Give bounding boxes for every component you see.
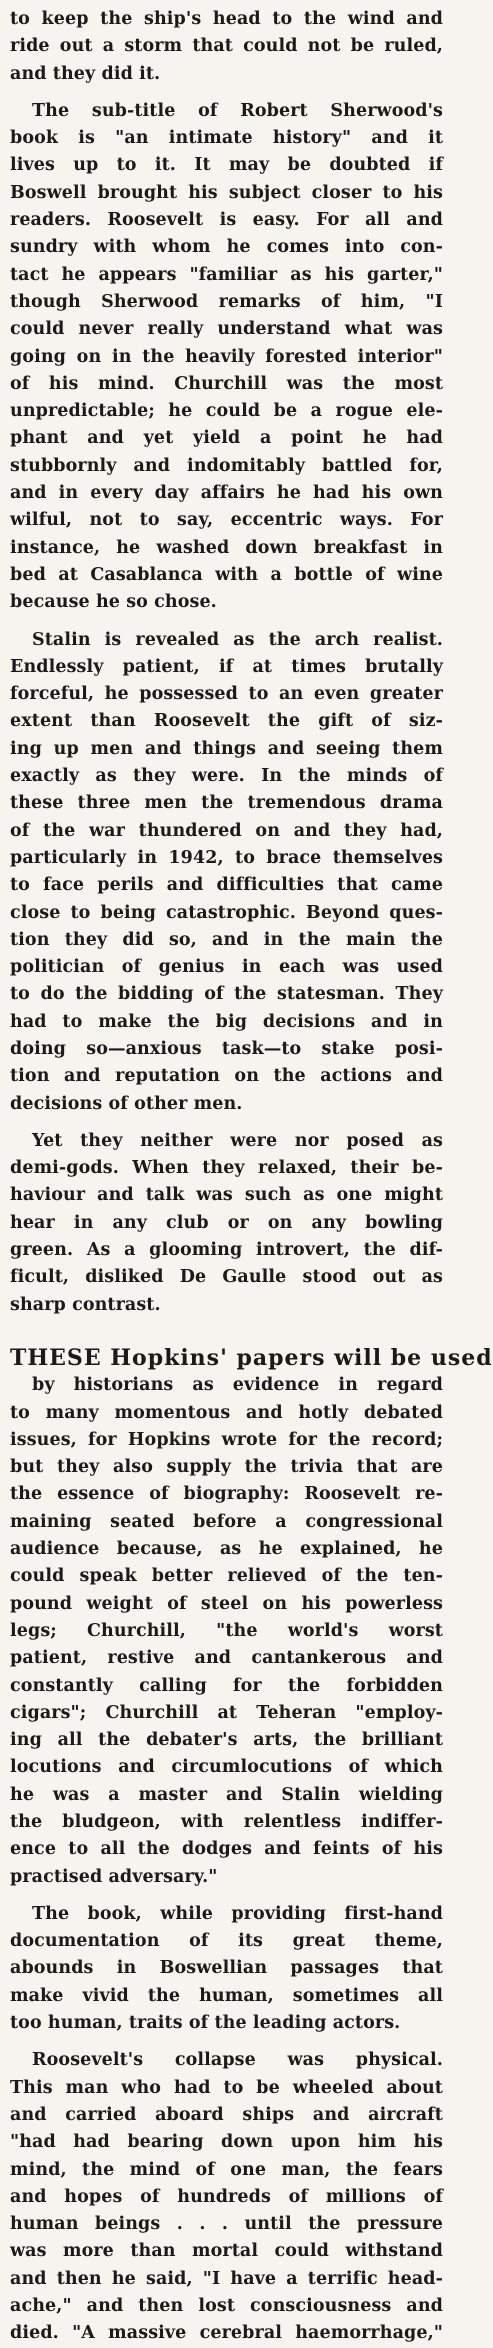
text-line: because he so chose. xyxy=(10,592,217,613)
text-line: locutions and circumlocutions of which xyxy=(10,1757,443,1778)
text-line: "had had bearing down upon him his xyxy=(10,2132,443,2153)
paragraph xyxy=(10,1128,443,1319)
text-line: ing all the debater's arts, the brilliant xyxy=(10,1730,443,1751)
text-line: constantly calling for the forbidden xyxy=(10,1675,443,1696)
text-line: died. "A massive cerebral haemorrhage," xyxy=(10,2323,443,2344)
text-line: green. As a glooming introvert, the dif- xyxy=(10,1240,443,1261)
text-line: tact he appears "familiar as his garter," xyxy=(10,264,443,285)
paragraph xyxy=(10,2047,443,2347)
text-line: legs; Churchill, "the world's worst xyxy=(10,1620,443,1641)
text-line: he was a master and Stalin wielding xyxy=(10,1784,443,1805)
text-line: Roosevelt's collapse was physical. xyxy=(32,2050,443,2071)
text-line: readers. Roosevelt is easy. For all and xyxy=(10,210,443,231)
text-line: ing up men and things and seeing them xyxy=(10,738,443,759)
text-line: tion they did so, and in the main the xyxy=(10,929,443,950)
text-line: and carried aboard ships and aircraft xyxy=(10,2104,443,2125)
text-line: sharp contrast. xyxy=(10,1294,161,1315)
text-line: doing so—anxious task—to stake posi- xyxy=(10,1038,443,1059)
text-line: exactly as they were. In the minds of xyxy=(10,766,443,787)
text-line: book is "an intimate history" and it xyxy=(10,128,443,149)
text-line: lives up to it. It may be doubted if xyxy=(10,155,443,176)
text-line: Stalin is revealed as the arch realist. xyxy=(32,629,443,650)
text-line: maining seated before a congressional xyxy=(10,1511,443,1532)
text-line: to face perils and difficulties that came xyxy=(10,875,443,896)
text-line: instance, he washed down breakfast in xyxy=(10,537,443,558)
text-line: Boswell brought his subject closer to his xyxy=(10,182,443,203)
paragraph xyxy=(10,1901,443,2037)
text-line: had to make the big decisions and in xyxy=(10,1011,443,1032)
text-line: stubbornly and indomitably battled for, xyxy=(10,455,443,476)
text-line: demi-gods. When they relaxed, their be- xyxy=(10,1158,443,1179)
text-line: haviour and talk was such as one might xyxy=(10,1185,443,1206)
text-line: and hopes of hundreds of millions of xyxy=(10,2186,443,2207)
text-line: too human, traits of the leading actors. xyxy=(10,2013,401,2034)
text-line: Endlessly patient, if at times brutally xyxy=(10,656,443,677)
text-line: could speak better relieved of the ten- xyxy=(10,1566,443,1587)
text-line: tion and reputation on the actions and xyxy=(10,1066,443,1087)
text-line: Yet they neither were nor posed as xyxy=(32,1130,443,1151)
text-line: human beings . . . until the pressure xyxy=(10,2214,443,2235)
text-line: was more than mortal could withstand xyxy=(10,2241,443,2262)
text-line: This man who had to be wheeled about xyxy=(10,2077,443,2098)
text-line: extent than Roosevelt the gift of siz- xyxy=(10,711,443,732)
text-line: cigars"; Churchill at Teheran "employ- xyxy=(10,1702,443,1723)
text-line: The book, while providing first-hand xyxy=(32,1903,443,1924)
text-line: documentation of its great theme, xyxy=(10,1931,443,1952)
text-line: close to being catastrophic. Beyond ques- xyxy=(10,902,443,923)
text-line: make vivid the human, sometimes all xyxy=(10,1985,443,2006)
text-line: politician of genius in each was used xyxy=(10,957,443,978)
text-line: the essence of biography: Roosevelt re- xyxy=(10,1484,443,1505)
text-line: issues, for Hopkins wrote for the record; xyxy=(10,1429,443,1450)
text-line: phant and yet yield a point he had xyxy=(10,428,443,449)
text-line: patient, restive and cantankerous and xyxy=(10,1648,443,1669)
text-line: to many momentous and hotly debated xyxy=(10,1402,443,1423)
text-line: forceful, he possessed to an even greater xyxy=(10,684,443,705)
text-line: ence to all the dodges and feints of his xyxy=(10,1839,443,1860)
paragraph xyxy=(10,6,443,88)
text-line: though Sherwood remarks of him, "I xyxy=(10,291,443,312)
paragraph xyxy=(10,1344,493,1891)
text-line: The sub-title of Robert Sherwood's xyxy=(32,100,443,121)
text-line: going on in the heavily forested interior" xyxy=(10,346,443,367)
text-line: ride out a storm that could not be ruled, xyxy=(10,36,443,57)
text-line: bed at Casablanca with a bottle of wine xyxy=(10,564,443,585)
text-line: and then he said, "I have a terrific head- xyxy=(10,2268,443,2289)
paragraph xyxy=(10,627,443,1118)
paragraph xyxy=(10,98,443,617)
text-line: these three men the tremendous drama xyxy=(10,793,443,814)
text-line: to keep the ship's head to the wind and xyxy=(10,9,443,29)
text-line: mind, the mind of one man, the fears xyxy=(10,2159,443,2180)
text-line: and in every day affairs he had his own xyxy=(10,483,443,504)
text-line: the bludgeon, with relentless indiffer- xyxy=(10,1812,443,1832)
text-line: by historians as evidence in regard xyxy=(32,1375,443,1396)
text-line: hear in any club or on any bowling xyxy=(10,1212,443,1233)
text-line: unpredictable; he could be a rogue ele- xyxy=(10,401,443,422)
text-line: abounds in Boswellian passages that xyxy=(10,1958,443,1979)
text-line: of his mind. Churchill was the most xyxy=(10,373,443,394)
text-line: particularly in 1942, to brace themselves xyxy=(10,847,443,868)
section-opening-line: THESE Hopkins' papers will be used xyxy=(10,1344,493,1371)
text-line: pound weight of steel on his powerless xyxy=(10,1593,443,1614)
text-line: ache," and then lost consciousness and xyxy=(10,2296,443,2317)
text-line: practised adversary." xyxy=(10,1866,218,1887)
text-line: to do the bidding of the statesman. They xyxy=(10,984,443,1005)
text-line: decisions of other men. xyxy=(10,1093,243,1114)
text-line: of the war thundered on and they had, xyxy=(10,820,443,841)
text-line: ficult, disliked De Gaulle stood out as xyxy=(10,1267,443,1288)
text-line: wilful, not to say, eccentric ways. For xyxy=(10,510,443,531)
text-line: could never really understand what was xyxy=(10,319,443,340)
text-line: audience because, as he explained, he xyxy=(10,1539,443,1560)
text-line: but they also supply the trivia that are xyxy=(10,1457,443,1478)
text-line: sundry with whom he comes into con- xyxy=(10,237,443,258)
text-line: and they did it. xyxy=(10,63,161,84)
